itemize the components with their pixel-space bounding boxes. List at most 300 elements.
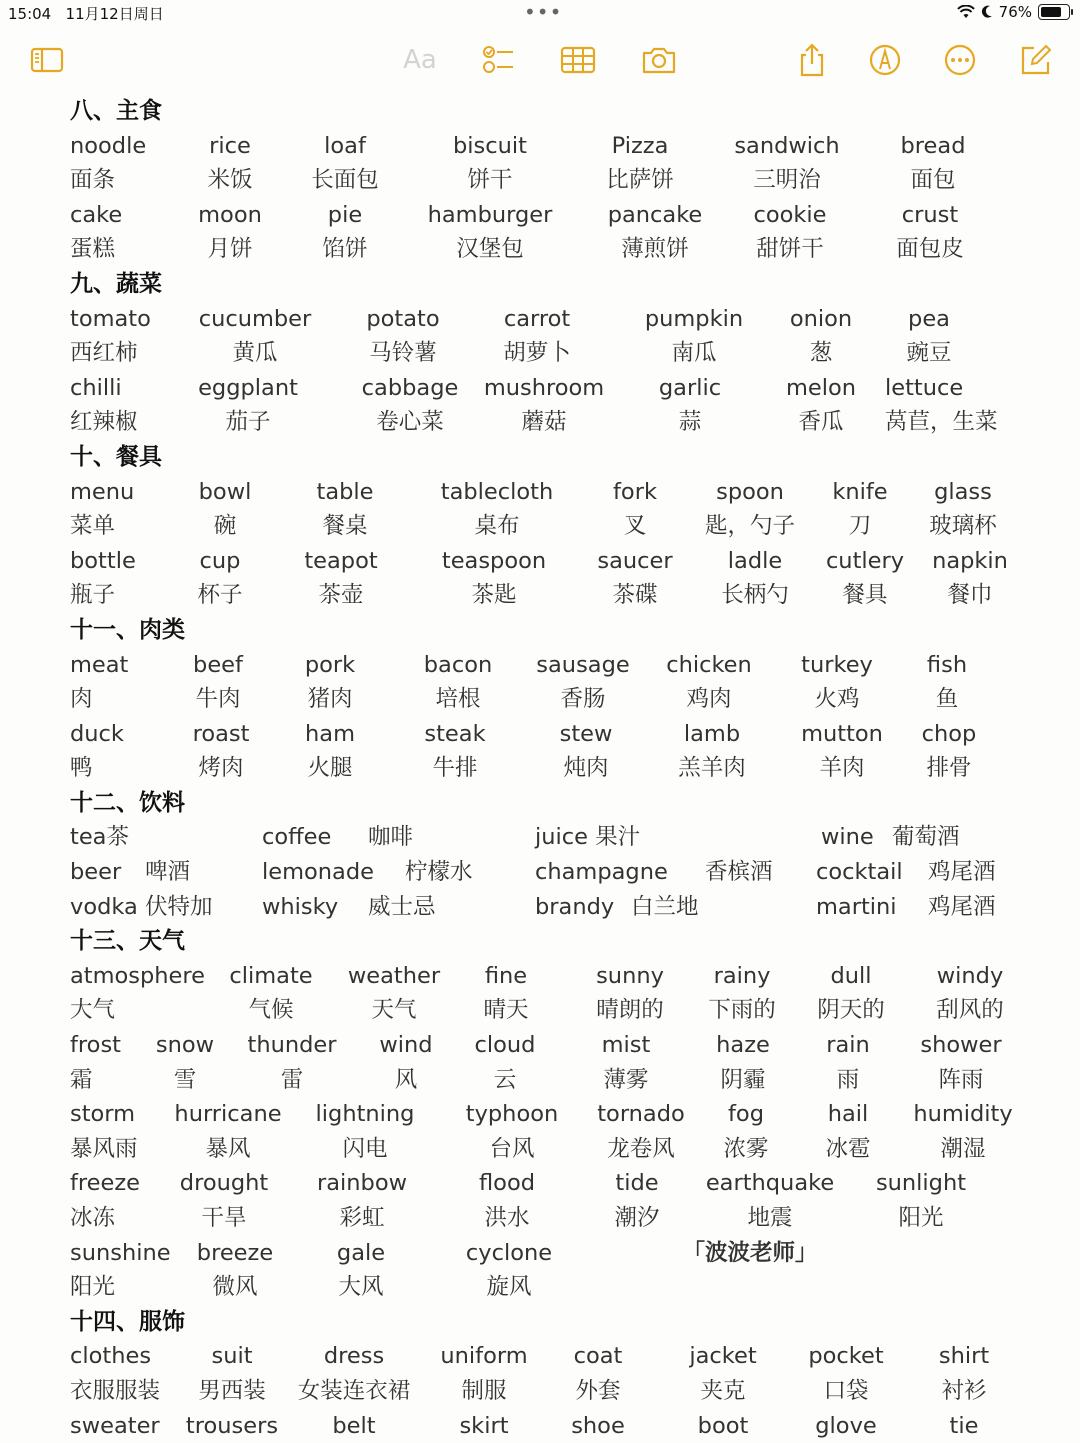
section [0, 94, 1080, 267]
vocab-word: coffee [262, 824, 332, 851]
vocab-word: 大气 [70, 997, 116, 1024]
vocab-word: knife [832, 478, 888, 505]
vocab-word: rain [826, 1032, 870, 1059]
vocab-word: rainy [713, 962, 771, 989]
vocab-word: 瓶子 [70, 582, 116, 609]
vocab-row [0, 578, 1080, 613]
vocab-word: 蛋糕 [70, 236, 116, 263]
vocab-word: coat [573, 1343, 623, 1370]
section-title: 八、主食 [70, 98, 162, 124]
vocab-word: 鸡尾酒 [928, 893, 996, 920]
section [0, 613, 1080, 786]
vocab-row [0, 648, 1080, 683]
vocab-word: 南瓜 [671, 340, 717, 367]
vocab-row [0, 959, 1080, 994]
vocab-word: loaf [324, 132, 366, 159]
vocab-word: duck [70, 720, 124, 747]
vocab-word: 薄煎饼 [621, 236, 689, 263]
vocab-word: fish [926, 651, 968, 678]
vocab-word: hamburger [427, 201, 553, 228]
vocab-word: sandwich [734, 132, 840, 159]
vocab-word: ham [305, 720, 355, 747]
vocab-word: freeze [70, 1170, 141, 1197]
section-header [0, 924, 1080, 959]
vocab-word: mist [601, 1032, 651, 1059]
vocab-word: pie [327, 201, 363, 228]
battery-percent: 76% [998, 3, 1032, 21]
vocab-word: 餐巾 [947, 582, 993, 609]
vocab-row [0, 1374, 1080, 1409]
vocab-word: 衬衫 [941, 1377, 987, 1404]
vocab-word: 雷 [280, 1066, 304, 1093]
vocab-word: sausage [536, 651, 630, 678]
vocab-word: ladle [727, 547, 783, 574]
vocab-word: hurricane [174, 1101, 282, 1128]
vocab-word: carrot [503, 305, 571, 332]
notes-toolbar [0, 40, 1080, 84]
vocab-word: chicken [666, 651, 752, 678]
vocab-word: champagne [535, 859, 668, 886]
vocab-word: turkey [801, 651, 873, 678]
vocab-word: beer [70, 859, 122, 886]
vocab-word: breeze [196, 1239, 274, 1266]
vocab-word: 炖肉 [563, 755, 609, 782]
vocab-word: 冰冻 [70, 1205, 116, 1231]
vocab-row [0, 405, 1080, 440]
vocab-word: crust [901, 201, 959, 228]
vocab-word: 饼干 [467, 167, 513, 194]
vocab-word: 洪水 [484, 1205, 530, 1231]
section-title: 十、餐具 [70, 443, 162, 470]
vocab-word: sunny [596, 962, 664, 989]
vocab-word: 香槟酒 [705, 859, 773, 886]
vocab-word: table [316, 478, 374, 505]
vocab-word: meat [70, 651, 129, 678]
vocab-word: bread [900, 132, 966, 159]
vocab-word: 彩虹 [339, 1205, 385, 1231]
vocab-word: humidity [913, 1101, 1013, 1128]
vocab-word: potato [366, 305, 440, 332]
vocab-word: 豌豆 [906, 340, 952, 367]
vocab-word: 女装连衣裙 [297, 1377, 411, 1404]
vocab-word: windy [936, 962, 1004, 989]
vocab-word: 白兰地 [631, 893, 699, 920]
vocab-word: 微风 [212, 1274, 258, 1301]
vocab-word: 培根 [435, 686, 481, 713]
vocab-word: pocket [808, 1343, 884, 1370]
vocab-word: biscuit [453, 132, 527, 159]
sidebar-icon[interactable] [27, 40, 67, 80]
vocab-word: beef [193, 651, 243, 678]
vocab-word: napkin [932, 547, 1008, 574]
vocab-word: 月饼 [207, 236, 253, 263]
vocab-word: 阴霾 [720, 1066, 766, 1093]
vocab-row [0, 1097, 1080, 1132]
vocab-word: haze [716, 1032, 770, 1059]
vocab-word: teaspoon [441, 547, 547, 574]
vocab-word: 浓雾 [723, 1135, 769, 1162]
vocab-word: dull [830, 962, 872, 989]
vocab-row [0, 855, 1080, 890]
vocab-word: 玻璃杯 [929, 513, 997, 540]
vocab-word: tornado [597, 1101, 685, 1128]
vocab-row [0, 1166, 1080, 1201]
vocab-row [0, 993, 1080, 1028]
vocab-word: cup [199, 547, 241, 574]
section-header [0, 94, 1080, 129]
vocab-word: 餐桌 [322, 513, 368, 540]
vocab-word: lettuce [885, 374, 964, 401]
vocab-word: cabbage [361, 374, 459, 401]
vocab-word: pumpkin [644, 305, 744, 332]
vocab-word: gale [336, 1239, 386, 1266]
vocab-word: snow [155, 1032, 215, 1059]
vocab-row [0, 198, 1080, 233]
vocab-word: 啤酒 [145, 859, 191, 886]
multitask-dots-icon[interactable]: ••• [524, 0, 563, 24]
vocab-word: 羊肉 [819, 755, 865, 782]
vocab-word: 男西装 [198, 1377, 266, 1404]
vocab-row [0, 717, 1080, 752]
vocab-word: teapot [304, 547, 378, 574]
vocab-word: rainbow [317, 1170, 407, 1197]
vocab-word: tide [615, 1170, 659, 1197]
vocab-word: 羔羊肉 [678, 755, 746, 782]
vocab-word: 牛排 [432, 755, 478, 782]
vocab-word: 霜 [70, 1066, 93, 1093]
section-title: 十二、饮料 [70, 789, 185, 816]
vocab-word: drought [179, 1170, 269, 1197]
vocab-word: whisky [262, 893, 339, 920]
share-icon[interactable] [792, 40, 832, 80]
vocab-word: 雨 [836, 1066, 860, 1093]
vocab-row [0, 302, 1080, 337]
vocab-word: 雪 [173, 1066, 197, 1093]
vocab-word: jacket [689, 1343, 757, 1370]
table-icon[interactable] [558, 40, 598, 80]
vocab-word: lightning [315, 1101, 415, 1128]
battery-icon [1038, 4, 1070, 20]
vocab-word: 茶碟 [612, 582, 658, 609]
vocab-word: fog [728, 1101, 764, 1128]
vocab-word: 面条 [70, 167, 116, 194]
vocab-word: 长柄勺 [721, 582, 789, 609]
vocab-word: tomato [70, 305, 151, 332]
vocab-word: fine [484, 962, 528, 989]
vocab-word: earthquake [705, 1170, 835, 1197]
status-time: 15:04 11月12日周日 [8, 5, 164, 23]
vocab-word: 西红柿 [70, 340, 138, 367]
vocab-word: 薄雾 [603, 1066, 649, 1093]
vocab-word: 旋风 [486, 1274, 532, 1301]
vocab-word: 晴天 [483, 997, 529, 1024]
section [0, 440, 1080, 613]
vocab-word: 蘑菇 [521, 409, 567, 436]
vocab-word: 咖啡 [368, 824, 414, 851]
status-bar [0, 0, 1080, 28]
vocab-word: lamb [683, 720, 741, 747]
vocab-word: clothes [70, 1343, 152, 1370]
vocab-word: cocktail [816, 859, 903, 886]
wifi-icon [957, 5, 975, 19]
vocab-word: 制服 [461, 1377, 507, 1404]
vocab-word: martini [816, 893, 897, 920]
vocab-word: 干旱 [201, 1205, 247, 1231]
vocab-word: sunlight [875, 1170, 967, 1197]
vocab-word: 猪肉 [307, 686, 353, 713]
vocab-row [0, 1270, 1080, 1305]
vocab-word: vodka 伏特加 [70, 893, 213, 920]
vocab-word: 黄瓜 [232, 340, 278, 367]
vocab-word: 叉 [623, 513, 647, 540]
vocab-word: shirt [938, 1343, 990, 1370]
vocab-word: Pizza [611, 132, 669, 159]
vocab-word: 刮风的 [936, 997, 1004, 1024]
vocab-word: fork [613, 478, 657, 505]
compose-icon[interactable] [1016, 40, 1056, 80]
section-header [0, 613, 1080, 648]
vocab-row [0, 163, 1080, 198]
vocab-word: chilli [70, 374, 122, 401]
vocab-word: 碗 [213, 513, 237, 540]
vocab-row [0, 820, 1080, 855]
vocab-word: 茶匙 [471, 582, 517, 609]
vocab-word: lemonade [262, 859, 374, 886]
vocab-word: noodle [70, 132, 147, 159]
vocab-word: 云 [493, 1066, 517, 1093]
section-header [0, 267, 1080, 302]
vocab-word: 阴天的 [817, 997, 885, 1024]
vocab-word: glass [934, 478, 992, 505]
vocab-word: 大风 [338, 1274, 384, 1301]
vocab-word: bowl [198, 478, 252, 505]
vocab-word: 肉 [70, 686, 93, 713]
vocab-word: mushroom [483, 374, 605, 401]
vocab-word: 排骨 [926, 755, 972, 782]
section [0, 1305, 1080, 1443]
vocab-word: shoe [571, 1412, 625, 1439]
vocab-row [0, 475, 1080, 510]
vocab-word: 匙，勺子 [704, 513, 796, 540]
vocab-word: 面包 [910, 167, 956, 194]
vocab-row [0, 1028, 1080, 1063]
vocab-word: 刀 [848, 513, 872, 540]
vocab-word: 米饭 [207, 167, 253, 194]
vocab-word: tea茶 [70, 824, 129, 851]
vocab-row [0, 544, 1080, 579]
vocab-word: 龙卷风 [607, 1135, 675, 1162]
vocab-word: stew [559, 720, 613, 747]
vocab-word: 胡萝卜 [503, 340, 571, 367]
vocab-word: 火腿 [307, 755, 353, 782]
vocab-word: 甜饼干 [756, 236, 824, 263]
vocab-word: suit [211, 1343, 253, 1370]
vocab-word: cookie [753, 201, 827, 228]
vocab-word: 餐具 [842, 582, 888, 609]
vocab-row [0, 1339, 1080, 1374]
vocab-word: 桌布 [474, 513, 520, 540]
checklist-icon[interactable] [478, 40, 518, 80]
vocab-word: belt [332, 1412, 376, 1439]
section-header [0, 1305, 1080, 1340]
vocab-word: 阳光 [70, 1274, 116, 1301]
markup-pen-icon[interactable] [865, 40, 905, 80]
vocab-row [0, 751, 1080, 786]
vocab-word: 潮湿 [940, 1135, 986, 1162]
vocab-row [0, 1236, 1080, 1271]
vocab-row [0, 509, 1080, 544]
vocab-row [0, 890, 1080, 925]
vocab-word: 馅饼 [322, 236, 368, 263]
vocab-word: spoon [716, 478, 784, 505]
vocab-word: bacon [423, 651, 493, 678]
vocab-word: 汉堡包 [456, 236, 524, 263]
vocab-word: 天气 [371, 997, 417, 1024]
vocab-word: garlic [658, 374, 722, 401]
vocab-row [0, 1201, 1080, 1236]
vocab-word: 三明治 [753, 167, 821, 194]
vocab-word: steak [424, 720, 486, 747]
vocab-word: shower [920, 1032, 1002, 1059]
vocab-word: skirt [459, 1412, 509, 1439]
section-title: 十四、服饰 [70, 1308, 185, 1335]
vocab-row [0, 232, 1080, 267]
vocab-word: 莴苣，生菜 [885, 409, 998, 436]
vocab-word: 暴风雨 [70, 1135, 138, 1162]
vocab-word: 风 [394, 1066, 418, 1093]
vocab-word: tablecloth [440, 478, 554, 505]
vocab-word: 外套 [575, 1377, 621, 1404]
vocab-word: atmosphere [70, 962, 205, 989]
vocab-word: typhoon [465, 1101, 559, 1128]
status-date: 11月12日周日 [65, 5, 164, 23]
vocab-word: weather [347, 962, 441, 989]
camera-icon[interactable] [639, 40, 679, 80]
vocab-word: 阵雨 [938, 1066, 984, 1093]
vocab-word: 威士忌 [368, 893, 436, 920]
section [0, 786, 1080, 924]
vocab-word: 柠檬水 [405, 859, 473, 886]
vocab-word: storm [70, 1101, 136, 1128]
vocab-row [0, 1409, 1080, 1443]
vocab-word: 暴风 [205, 1135, 251, 1162]
section-title: 十一、肉类 [70, 616, 185, 643]
vocab-word: 衣服服装 [70, 1377, 161, 1404]
vocab-word: juice 果汁 [535, 824, 641, 851]
vocab-word: 香瓜 [798, 409, 844, 436]
vocab-row [0, 371, 1080, 406]
vocab-word: 面包皮 [896, 236, 964, 263]
vocab-word: 地震 [747, 1205, 793, 1231]
vocab-word: bottle [70, 547, 136, 574]
vocab-row [0, 129, 1080, 164]
vocab-word: 冰雹 [825, 1135, 871, 1162]
vocab-word: onion [789, 305, 853, 332]
vocab-word: glove [815, 1412, 877, 1439]
vocab-word: rice [209, 132, 251, 159]
moon-icon [981, 5, 993, 19]
vocab-row [0, 336, 1080, 371]
status-right [957, 3, 1070, 21]
vocab-word: 菜单 [70, 513, 116, 540]
vocab-word: hail [827, 1101, 869, 1128]
vocab-word: 闪电 [342, 1135, 388, 1162]
more-icon[interactable] [940, 40, 980, 80]
vocab-word: flood [479, 1170, 535, 1197]
vocab-word: 葱 [809, 340, 833, 367]
vocab-word: uniform [440, 1343, 528, 1370]
vocab-word: 阳光 [898, 1205, 944, 1231]
vocab-word: 气候 [248, 997, 294, 1024]
vocab-word: wine [821, 824, 874, 851]
vocab-word: 烤肉 [198, 755, 244, 782]
vocab-word: cyclone [465, 1239, 553, 1266]
vocab-word: moon [198, 201, 262, 228]
vocab-word: pea [908, 305, 950, 332]
vocab-word: 茄子 [225, 409, 271, 436]
vocab-word: 潮汐 [614, 1205, 660, 1231]
vocab-word: 鱼 [935, 686, 959, 713]
vocab-word: mutton [801, 720, 883, 747]
vocab-word: 「波波老师」 [682, 1239, 818, 1266]
vocab-word: sunshine [70, 1239, 171, 1266]
vocab-word: frost [70, 1032, 121, 1059]
vocab-word: 火鸡 [814, 686, 860, 713]
vocab-word: 下雨的 [708, 997, 776, 1024]
vocab-word: 鸭 [70, 755, 93, 782]
vocab-row [0, 1063, 1080, 1098]
section-header [0, 440, 1080, 475]
vocab-word: melon [785, 374, 857, 401]
vocab-word: sweater [70, 1412, 160, 1439]
vocab-word: cucumber [198, 305, 312, 332]
vocab-word: 蒜 [678, 409, 702, 436]
vocab-word: 晴朗的 [596, 997, 664, 1024]
vocab-word: 长面包 [311, 167, 379, 194]
vocab-word: 红辣椒 [70, 409, 138, 436]
vocab-word: 夹克 [700, 1377, 746, 1404]
section [0, 267, 1080, 440]
section-header [0, 786, 1080, 821]
battery-fill [1041, 7, 1061, 17]
vocab-word: 香肠 [560, 686, 606, 713]
vocab-word: trousers [185, 1412, 279, 1439]
vocab-word: cutlery [825, 547, 905, 574]
section-title: 十三、天气 [70, 928, 185, 955]
vocab-word: eggplant [198, 374, 298, 401]
vocab-word: 茶壶 [318, 582, 364, 609]
vocab-word: 鸡尾酒 [928, 859, 996, 886]
vocab-row [0, 682, 1080, 717]
vocab-word: 卷心菜 [376, 409, 444, 436]
vocab-word: 牛肉 [195, 686, 241, 713]
vocab-word: 鸡肉 [686, 686, 732, 713]
text-format-icon[interactable]: Aa [403, 45, 437, 75]
section [0, 924, 1080, 1305]
vocab-word: wind [379, 1032, 433, 1059]
vocab-row [0, 1132, 1080, 1167]
vocab-word: 比萨饼 [606, 167, 674, 194]
vocab-word: tie [949, 1412, 979, 1439]
vocab-word: 马铃薯 [369, 340, 437, 367]
vocab-word: cake [70, 201, 123, 228]
vocab-word: 杯子 [197, 582, 243, 609]
vocab-word: menu [70, 478, 135, 505]
vocab-word: 葡萄酒 [892, 824, 960, 851]
vocab-word: dress [323, 1343, 385, 1370]
note-body[interactable] [0, 94, 1080, 1443]
vocab-word: climate [229, 962, 313, 989]
